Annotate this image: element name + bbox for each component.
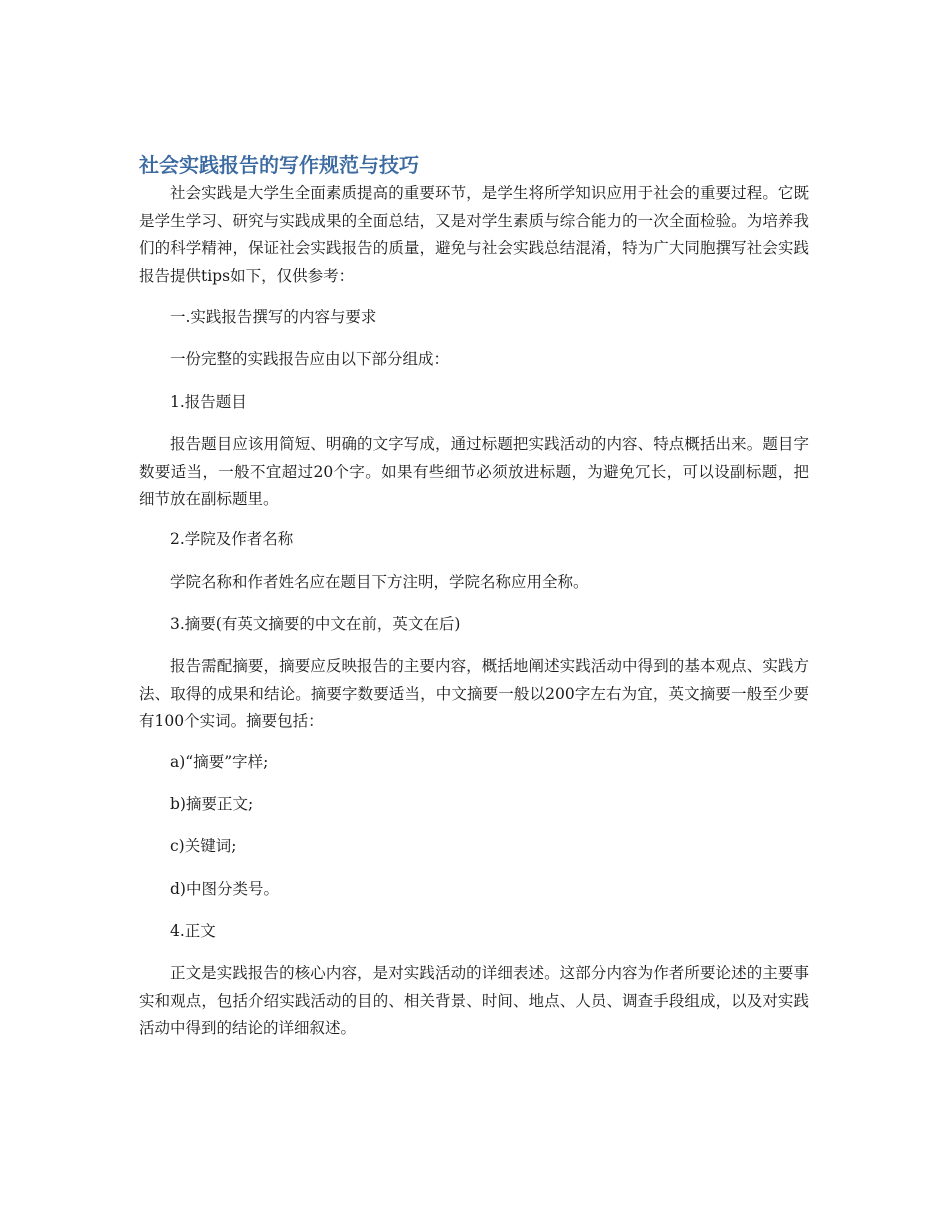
body-paragraph: 正文是实践报告的核心内容，是对实践活动的详细表述。这部分内容为作者所要论述的主要事实和观点，包括介绍实践活动的目的、相关背景、时间、地点、人员、调查手段组成，以及对实践活动中得到的结论的详细叙述。 bbox=[139, 964, 809, 1037]
college-author-paragraph: 学院名称和作者姓名应在题目下方注明，学院名称应用全称。 bbox=[170, 573, 589, 591]
abstract-paragraph: 报告需配摘要，摘要应反映报告的主要内容，概括地阐述实践活动中得到的基本观点、实践方法、取得的成果和结论。摘要字数要适当，中文摘要一般以200字左右为宜，英文摘要一般至少要有100个实词。摘要包括： bbox=[139, 657, 809, 730]
abstract-list-item-b: b)摘要正文; bbox=[170, 795, 254, 813]
report-title-paragraph: 报告题目应该用简短、明确的文字写成，通过标题把实践活动的内容、特点概括出来。题目字数要适当，一般不宜超过20个字。如果有些细节必须放进标题，为避免冗长，可以设副标题，把细节放在副标题里。 bbox=[139, 435, 809, 508]
components-intro: 一份完整的实践报告应由以下部分组成： bbox=[170, 350, 450, 368]
item-college-author-heading: 2.学院及作者名称 bbox=[170, 530, 294, 548]
item-report-title-heading: 1.报告题目 bbox=[170, 393, 247, 411]
abstract-list-item-d: d)中图分类号。 bbox=[170, 880, 279, 898]
abstract-list-item-a: a)“摘要”字样; bbox=[170, 753, 269, 771]
document-title: 社会实践报告的写作规范与技巧 bbox=[139, 153, 419, 177]
item-body-heading: 4.正文 bbox=[170, 922, 216, 940]
intro-paragraph: 社会实践是大学生全面素质提高的重要环节，是学生将所学知识应用于社会的重要过程。它既是学生学习、研究与实践成果的全面总结，又是对学生素质与综合能力的一次全面检验。为培养我们的科学精神，保证社会实践报告的质量，避免与社会实践总结混淆，特为广大同胞撰写社会实践报告提供tips如下，仅供参考： bbox=[139, 184, 809, 285]
section-heading-1: 一.实践报告撰写的内容与要求 bbox=[170, 308, 377, 326]
abstract-list-item-c: c)关键词; bbox=[170, 837, 237, 855]
item-abstract-heading: 3.摘要(有英文摘要的中文在前，英文在后) bbox=[170, 615, 461, 633]
